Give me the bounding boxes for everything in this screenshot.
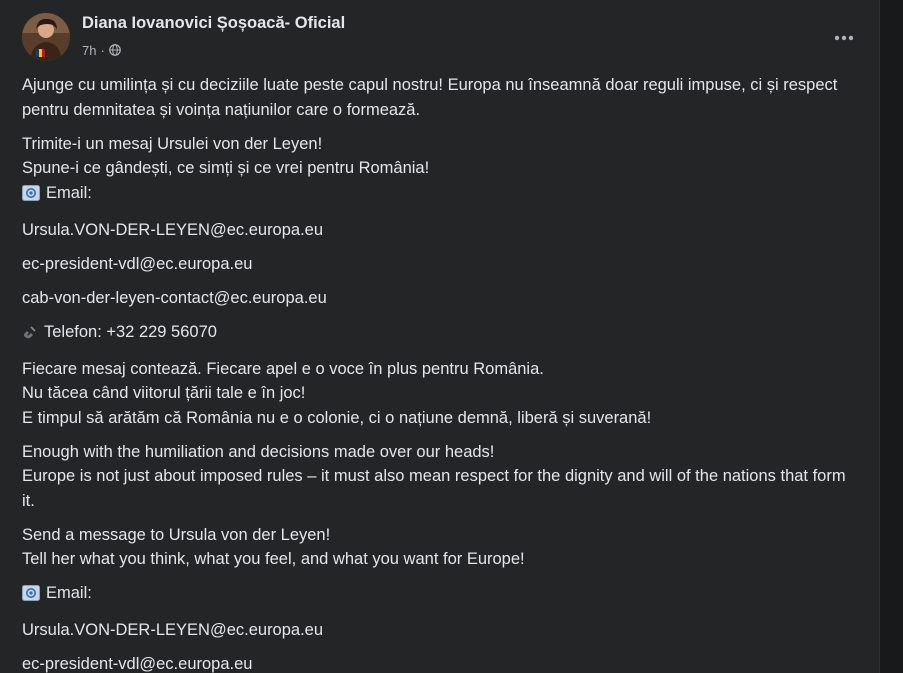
email-line: Ursula.VON-DER-LEYEN@ec.europa.eu: [22, 621, 324, 639]
text-line: Europe is not just about imposed rules – it must also mean respect for the dignity and will of the nations that form it.: [22, 467, 846, 510]
author-avatar[interactable]: [22, 13, 70, 61]
meta-separator: ·: [100, 42, 105, 58]
globe-icon[interactable]: [109, 44, 121, 56]
paragraph-en-call: [22, 523, 862, 572]
paragraph-ro-intro: Ajunge cu umilința și cu deciziile luate peste capul nostru! Europa nu înseamnă doar reguli impuse, ci și respect pentru demnitatea și voința națiunilor care o formează.: [22, 76, 838, 119]
email-line: Ursula.VON-DER-LEYEN@ec.europa.eu: [22, 220, 324, 239]
text-line: Send a message to Ursula von der Leyen!: [22, 525, 331, 544]
email-icon: [22, 184, 40, 209]
email-line: ec-president-vdl@ec.europa.eu: [22, 254, 253, 273]
post-meta: [82, 41, 121, 59]
post-timestamp[interactable]: 7h: [82, 42, 97, 58]
text-line: Fiecare mesaj contează. Fiecare apel e o voce în plus pentru România.: [22, 359, 544, 378]
text-line: Enough with the humiliation and decisions made over our heads!: [22, 442, 495, 461]
paragraph-en-intro: [22, 440, 862, 514]
text-line: Spune-i ce gândești, ce simți și ce vrei pentru România!: [22, 159, 430, 177]
text-line: Nu tăcea când viitorul țării tale e în joc!: [22, 384, 306, 402]
text-line: E timpul să arătăm că România nu e o colonie, ci o națiune demnă, liberă și suverană!: [22, 408, 652, 427]
more-options-icon[interactable]: [826, 20, 862, 56]
phone-icon: [22, 323, 38, 348]
email-line: ec-president-vdl@ec.europa.eu: [22, 655, 253, 673]
text-line: Tell her what you think, what you feel, and what you want for Europe!: [22, 550, 525, 568]
paragraph-ro-closing: [22, 357, 862, 431]
page-background: [881, 0, 903, 673]
avatar-photo-icon: [22, 13, 70, 61]
text-line: Trimite-i un mesaj Ursulei von der Leyen!: [22, 134, 323, 153]
email-line: cab-von-der-leyen-contact@ec.europa.eu: [22, 288, 327, 307]
post-header: [0, 0, 880, 70]
email-label: Email:: [46, 183, 92, 202]
phone-line: [22, 320, 862, 348]
author-name[interactable]: Diana Iovanovici Șoșoacă- Oficial: [82, 14, 346, 32]
email-label: Email:: [46, 584, 92, 602]
email-label-line: [22, 581, 862, 609]
post-body: [22, 73, 862, 673]
paragraph-ro-call: [22, 132, 862, 209]
email-icon: [22, 584, 40, 609]
phone-text: Telefon: +32 229 56070: [44, 322, 217, 341]
